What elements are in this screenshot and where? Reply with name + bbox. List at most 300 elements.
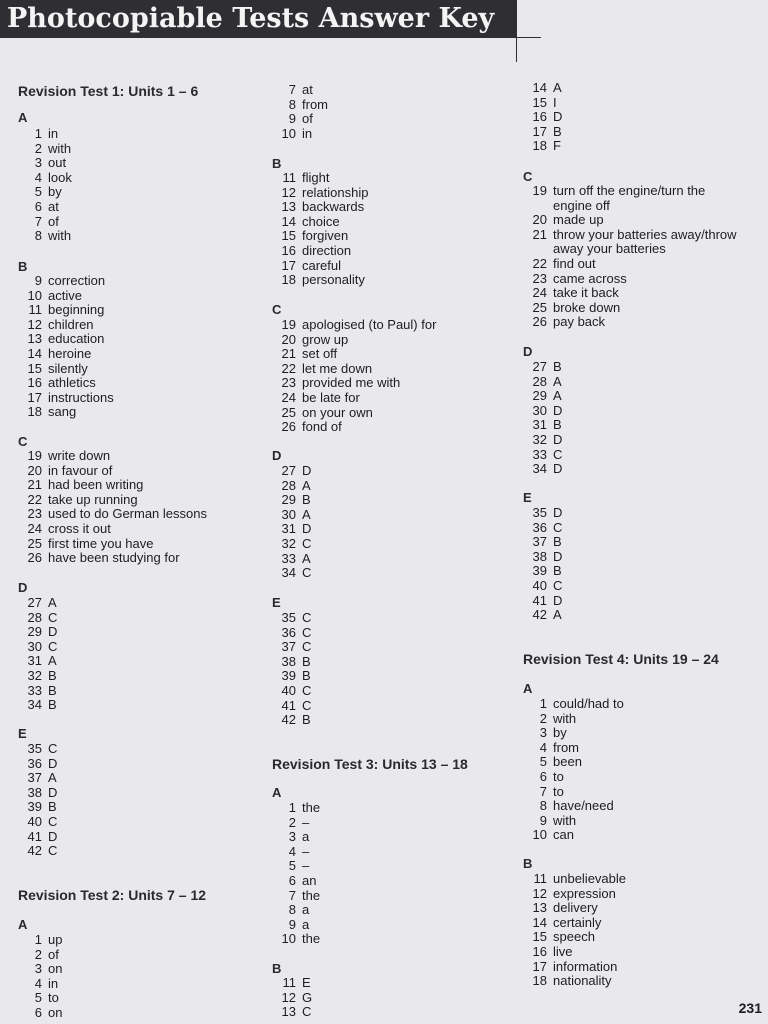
- exercise-letter: C: [272, 302, 282, 317]
- answer-number: 2: [288, 814, 296, 830]
- answer-row: [18, 668, 57, 684]
- answer-row: [523, 138, 561, 154]
- answer-number: 5: [288, 858, 296, 874]
- answer-text: can: [553, 827, 574, 843]
- answer-row: [18, 375, 96, 391]
- answer-text: look: [48, 169, 72, 185]
- answer-row: [18, 287, 82, 304]
- answer-text: find out: [553, 256, 596, 271]
- answer-text: an: [302, 873, 317, 888]
- answer-row: [272, 989, 313, 1006]
- answer-text: apologised (to Paul) for: [302, 317, 437, 332]
- answer-row: [523, 285, 619, 301]
- answer-text: A: [48, 653, 57, 669]
- answer-row: [18, 814, 58, 830]
- answer-text: choice: [302, 213, 340, 229]
- answer-text: D: [553, 432, 563, 447]
- answer-row: [272, 829, 310, 845]
- answer-text: C: [48, 741, 58, 756]
- answer-row: [523, 534, 562, 550]
- answer-row: [272, 272, 365, 288]
- answer-row: [272, 668, 311, 684]
- answer-number: 40: [532, 578, 547, 593]
- answer-number: 7: [288, 82, 296, 97]
- answer-number: 36: [532, 519, 547, 535]
- answer-row: [272, 360, 373, 377]
- answer-text: A: [553, 607, 562, 623]
- answer-number: 24: [532, 285, 547, 301]
- answer-row: [523, 109, 563, 125]
- answer-text: by: [553, 725, 567, 741]
- answer-number: 17: [532, 958, 547, 974]
- answer-text: to: [48, 990, 59, 1006]
- answer-number: 13: [27, 331, 42, 347]
- answer-text: B: [553, 417, 562, 433]
- answer-number: 6: [288, 873, 296, 888]
- answer-number: 39: [27, 799, 42, 815]
- answer-text: backwards: [302, 199, 365, 215]
- answer-number: 6: [34, 199, 42, 214]
- answer-number: 32: [27, 668, 42, 683]
- answer-row: [272, 521, 312, 537]
- answer-number: 12: [27, 316, 42, 332]
- answer-text: live: [553, 944, 573, 959]
- answer-text: C: [48, 814, 58, 829]
- answer-number: 33: [532, 446, 547, 462]
- answer-text: A: [553, 388, 562, 404]
- answer-number: 33: [281, 550, 296, 566]
- answer-row: [272, 887, 321, 904]
- answer-number: 13: [281, 1004, 296, 1020]
- exercise-letter: E: [523, 490, 532, 505]
- answer-row: [18, 770, 57, 786]
- answer-row: [18, 184, 62, 200]
- answer-number: 3: [288, 829, 296, 845]
- exercise-letter: D: [18, 580, 28, 595]
- answer-number: 1: [539, 696, 547, 711]
- answer-number: 28: [281, 477, 296, 493]
- answer-text: sang: [48, 404, 77, 420]
- answer-number: 4: [288, 843, 296, 859]
- answer-number: 34: [27, 697, 42, 713]
- answer-number: 18: [532, 138, 547, 154]
- answer-row: [523, 725, 567, 741]
- answer-text: of: [48, 946, 59, 962]
- answer-number: 35: [532, 505, 547, 520]
- answer-text: at: [48, 199, 59, 214]
- exercise-letter: C: [18, 434, 28, 449]
- answer-text: direction: [302, 243, 352, 258]
- answer-row: [272, 228, 349, 244]
- answer-number: 15: [281, 228, 296, 244]
- answer-number: 10: [281, 931, 296, 947]
- answer-number: 41: [27, 828, 42, 844]
- section-title: Revision Test 4: Units 19 – 24: [523, 651, 719, 667]
- answer-row: [523, 973, 612, 989]
- answer-text: the: [302, 931, 321, 947]
- answer-text: C: [302, 565, 312, 581]
- section-title: Revision Test 2: Units 7 – 12: [18, 887, 207, 903]
- answer-number: 33: [27, 682, 42, 698]
- answer-row: [18, 140, 72, 157]
- answer-text: –: [302, 843, 310, 859]
- answer-text: a: [302, 902, 310, 918]
- answer-row: [272, 125, 313, 142]
- answer-text: D: [48, 828, 58, 844]
- answer-row: [523, 783, 564, 800]
- answer-text: A: [48, 770, 57, 786]
- answer-number: 32: [281, 536, 296, 551]
- answer-number: 5: [539, 754, 547, 770]
- answer-text: C: [48, 638, 58, 654]
- answer-text: in: [302, 125, 313, 141]
- answer-number: 14: [532, 80, 547, 95]
- answer-row: [18, 448, 111, 464]
- answer-text: take up running: [48, 491, 138, 507]
- answer-number: 26: [27, 550, 42, 566]
- answer-text: nationality: [553, 973, 612, 989]
- answer-number: 34: [532, 461, 547, 477]
- answer-number: 8: [34, 228, 42, 244]
- answer-text: a: [302, 829, 310, 845]
- answer-row: [18, 624, 58, 640]
- answer-text: in favour of: [48, 462, 113, 478]
- answer-text: cross it out: [48, 521, 111, 536]
- answer-number: 21: [281, 346, 296, 362]
- answer-row: [272, 902, 310, 918]
- answer-number: 15: [532, 94, 547, 110]
- answer-text: turn off the engine/turn the: [553, 183, 706, 198]
- answer-text: to: [553, 783, 564, 799]
- answer-text: B: [553, 563, 562, 579]
- answer-row: [272, 653, 311, 670]
- page-title: Photocopiable Tests Answer Key: [7, 3, 495, 34]
- answer-row: [18, 404, 77, 420]
- answer-row: [523, 299, 621, 316]
- answer-row: [272, 199, 365, 215]
- header-tick: [516, 38, 517, 62]
- answer-row: [18, 126, 59, 142]
- answer-text: in: [48, 126, 59, 141]
- answer-text: C: [48, 843, 58, 859]
- answer-number: 14: [532, 914, 547, 930]
- answer-text: G: [302, 989, 313, 1005]
- answer-number: 8: [288, 96, 296, 112]
- answer-text: D: [553, 592, 563, 608]
- answer-row: [272, 257, 342, 274]
- answer-text: A: [553, 373, 562, 389]
- answer-number: 4: [34, 975, 42, 991]
- answer-row: [18, 155, 67, 171]
- answer-text: made up: [553, 212, 604, 228]
- answer-text: D: [553, 402, 563, 418]
- answer-number: 4: [539, 739, 547, 755]
- answer-text: a: [302, 916, 310, 932]
- answer-row: [272, 814, 310, 831]
- answer-row: [272, 536, 312, 552]
- answer-text: education: [48, 331, 105, 347]
- answer-number: 21: [27, 477, 42, 493]
- answer-number: 5: [34, 184, 42, 200]
- answer-row: [272, 170, 330, 186]
- answer-row: [523, 739, 579, 756]
- answer-row: [18, 550, 180, 566]
- answer-row: [272, 975, 311, 991]
- answer-row: [523, 388, 562, 404]
- answer-row: [18, 595, 57, 611]
- answer-row: [523, 798, 614, 814]
- answer-number: 7: [288, 887, 296, 903]
- answer-text: careful: [302, 257, 342, 273]
- answer-row: [523, 885, 616, 902]
- answer-number: 14: [27, 346, 42, 361]
- answer-row: [272, 916, 310, 933]
- answer-number: 42: [532, 607, 547, 623]
- answer-number: 11: [28, 302, 42, 318]
- answer-text: heroine: [48, 346, 92, 361]
- answer-number: 42: [27, 843, 42, 859]
- answer-text: set off: [302, 346, 338, 362]
- exercise-letter: A: [18, 917, 28, 932]
- answer-number: 18: [27, 404, 42, 420]
- answer-row: [523, 914, 602, 931]
- answer-row: [18, 975, 59, 992]
- answer-row: [18, 843, 58, 859]
- answer-row: [523, 446, 563, 463]
- answer-text: to: [553, 769, 564, 784]
- answer-row: [523, 314, 606, 330]
- answer-text: B: [48, 682, 57, 698]
- answer-row: [18, 462, 113, 479]
- answer-text: active: [48, 287, 82, 303]
- answer-row: [18, 799, 57, 815]
- answer-number: 17: [281, 257, 296, 273]
- answer-row: [272, 843, 310, 860]
- answer-text: away your batteries: [553, 241, 666, 257]
- answer-number: 27: [281, 463, 296, 478]
- answer-text: C: [553, 578, 563, 593]
- answer-text: F: [553, 138, 561, 154]
- answer-number: 4: [34, 169, 42, 185]
- answer-text: information: [553, 958, 618, 974]
- answer-row: [272, 858, 310, 874]
- answer-number: 22: [532, 256, 547, 271]
- answer-row: [523, 241, 666, 257]
- exercise-letter: D: [272, 448, 282, 463]
- answer-number: 19: [532, 183, 547, 198]
- answer-text: with: [48, 228, 72, 244]
- answer-row: [523, 197, 610, 214]
- answer-row: [272, 800, 321, 816]
- answer-row: [523, 417, 562, 433]
- answer-text: A: [302, 550, 311, 566]
- answer-text: provided me with: [302, 375, 401, 391]
- answer-text: B: [302, 492, 311, 508]
- answer-text: flight: [302, 170, 330, 185]
- answer-number: 22: [27, 491, 42, 507]
- answer-row: [272, 931, 321, 947]
- answer-text: expression: [553, 885, 616, 901]
- answer-text: D: [553, 505, 563, 520]
- answer-row: [523, 578, 563, 594]
- answer-number: 35: [27, 741, 42, 756]
- answer-number: 16: [532, 944, 547, 959]
- answer-row: [18, 653, 57, 669]
- answer-row: [523, 226, 737, 243]
- answer-text: the: [302, 800, 321, 815]
- answer-number: 16: [27, 375, 42, 391]
- answer-number: 27: [532, 359, 547, 374]
- answer-row: [18, 346, 92, 362]
- answer-row: [18, 741, 58, 757]
- answer-text: speech: [553, 929, 595, 945]
- answer-text: D: [553, 548, 563, 564]
- answer-text: by: [48, 184, 62, 200]
- answer-row: [18, 521, 111, 537]
- answer-number: 20: [281, 331, 296, 347]
- answer-text: unbelievable: [553, 871, 627, 886]
- answer-number: 20: [532, 212, 547, 228]
- answer-row: [523, 548, 563, 565]
- answer-row: [272, 390, 360, 406]
- answer-row: [18, 697, 57, 713]
- exercise-letter: A: [18, 110, 28, 125]
- answer-text: beginning: [48, 302, 105, 318]
- answer-text: C: [302, 639, 312, 655]
- answer-text: delivery: [553, 900, 598, 916]
- answer-row: [18, 784, 58, 801]
- answer-number: 37: [532, 534, 547, 550]
- answer-number: 40: [27, 814, 42, 829]
- answer-number: 3: [34, 155, 42, 171]
- answer-row: [18, 169, 72, 186]
- answer-text: D: [48, 784, 58, 800]
- answer-number: 41: [532, 592, 547, 608]
- answer-row: [523, 359, 562, 375]
- answer-row: [18, 535, 154, 552]
- exercise-letter: A: [272, 785, 282, 800]
- answer-text: C: [553, 446, 563, 462]
- answer-text: C: [302, 610, 312, 625]
- answer-text: at: [302, 82, 313, 97]
- answer-row: [272, 610, 312, 626]
- answer-text: have been studying for: [48, 550, 180, 566]
- answer-number: 24: [281, 390, 296, 405]
- answer-text: came across: [553, 270, 627, 286]
- answer-number: 13: [532, 900, 547, 916]
- answer-number: 31: [281, 521, 296, 537]
- answer-text: from: [302, 96, 328, 112]
- answer-number: 19: [27, 448, 42, 463]
- answer-row: [523, 696, 624, 712]
- answer-text: B: [48, 668, 57, 683]
- answer-row: [523, 944, 573, 960]
- answer-number: 29: [27, 624, 42, 640]
- answer-number: 1: [34, 126, 42, 141]
- answer-number: 2: [539, 710, 547, 726]
- answer-number: 18: [532, 973, 547, 989]
- answer-row: [523, 212, 604, 228]
- answer-text: pay back: [553, 314, 606, 330]
- exercise-letter: A: [523, 681, 533, 696]
- page-number: 231: [738, 1000, 762, 1016]
- answer-number: 35: [281, 610, 296, 625]
- answer-row: [18, 609, 58, 626]
- answer-number: 26: [281, 419, 296, 435]
- answer-row: [272, 82, 313, 98]
- answer-text: relationship: [302, 184, 369, 200]
- answer-row: [523, 519, 563, 536]
- answer-row: [18, 302, 105, 318]
- header-bar: [0, 0, 517, 38]
- answer-number: 23: [281, 375, 296, 391]
- answer-row: [18, 199, 59, 215]
- answer-text: write down: [48, 448, 111, 463]
- answer-row: [272, 697, 312, 714]
- answer-text: be late for: [302, 390, 360, 405]
- answer-text: of: [48, 213, 59, 229]
- answer-row: [272, 624, 312, 641]
- answer-row: [523, 505, 563, 521]
- answer-row: [272, 243, 352, 259]
- answer-number: 24: [27, 521, 42, 536]
- answer-text: in: [48, 975, 59, 991]
- answer-text: on: [48, 961, 63, 977]
- answer-text: –: [302, 814, 310, 830]
- answer-number: 9: [34, 273, 42, 288]
- answer-text: with: [48, 140, 72, 156]
- answer-number: 29: [532, 388, 547, 404]
- answer-text: on: [48, 1005, 63, 1020]
- answer-text: I: [553, 94, 557, 110]
- answer-row: [523, 402, 563, 419]
- answer-row: [272, 346, 338, 362]
- answer-number: 15: [532, 929, 547, 945]
- answer-text: E: [302, 975, 311, 990]
- answer-text: B: [553, 534, 562, 550]
- answer-text: A: [553, 80, 562, 95]
- answer-number: 6: [34, 1005, 42, 1020]
- answer-number: 10: [532, 827, 547, 843]
- answer-row: [523, 900, 598, 916]
- answer-number: 8: [539, 798, 547, 814]
- answer-text: B: [302, 653, 311, 669]
- answer-row: [272, 873, 317, 889]
- exercise-letter: B: [272, 156, 282, 171]
- answer-row: [523, 812, 577, 829]
- answer-number: 39: [532, 563, 547, 579]
- answer-row: [523, 183, 706, 199]
- answer-row: [18, 932, 63, 948]
- answer-text: grow up: [302, 331, 349, 347]
- answer-text: with: [553, 812, 577, 828]
- answer-number: 30: [532, 402, 547, 418]
- answer-row: [18, 213, 59, 230]
- answer-text: C: [553, 519, 563, 535]
- answer-number: 3: [539, 725, 547, 741]
- answer-text: could/had to: [553, 696, 624, 711]
- answer-row: [18, 273, 106, 289]
- section-title: Revision Test 3: Units 13 – 18: [272, 756, 468, 772]
- answer-number: 12: [532, 885, 547, 901]
- answer-row: [18, 682, 57, 699]
- exercise-letter: C: [523, 169, 533, 184]
- answer-text: from: [553, 739, 579, 755]
- answer-row: [523, 563, 562, 579]
- exercise-letter: B: [18, 259, 28, 274]
- answer-number: 7: [539, 783, 547, 799]
- answer-row: [523, 256, 596, 272]
